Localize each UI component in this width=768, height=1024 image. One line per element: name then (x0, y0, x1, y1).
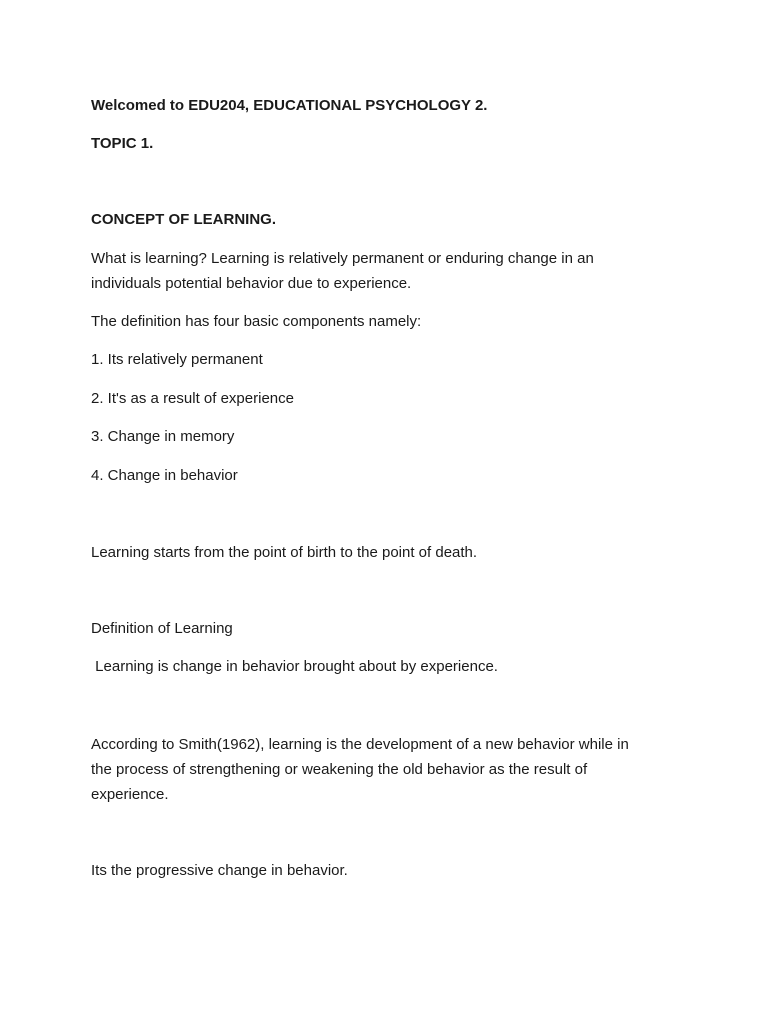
smith-paragraph-line-3: experience. (91, 786, 169, 803)
intro-paragraph-line-2: individuals potential behavior due to experience. (91, 275, 412, 292)
intro-paragraph-line-1: What is learning? Learning is relatively permanent or enduring change in an (91, 250, 594, 267)
definition-text: Learning is change in behavior brought about by experience. (91, 658, 498, 675)
component-item-4: 4. Change in behavior (91, 467, 238, 484)
smith-paragraph-line-1: According to Smith(1962), learning is the development of a new behavior while in (91, 736, 629, 753)
welcome-heading: Welcomed to EDU204, EDUCATIONAL PSYCHOLOGY 2. (91, 97, 488, 114)
definition-heading: Definition of Learning (91, 620, 233, 637)
smith-paragraph-line-2: the process of strengthening or weakening the old behavior as the result of (91, 761, 588, 778)
closing-statement: Its the progressive change in behavior. (91, 862, 348, 879)
component-item-2: 2. It's as a result of experience (91, 390, 294, 407)
topic-heading: TOPIC 1. (91, 135, 154, 152)
component-item-1: 1. Its relatively permanent (91, 351, 263, 368)
lifespan-statement: Learning starts from the point of birth to the point of death. (91, 544, 478, 561)
concept-heading: CONCEPT OF LEARNING. (91, 211, 277, 228)
components-intro: The definition has four basic components namely: (91, 313, 422, 330)
component-item-3: 3. Change in memory (91, 428, 235, 445)
